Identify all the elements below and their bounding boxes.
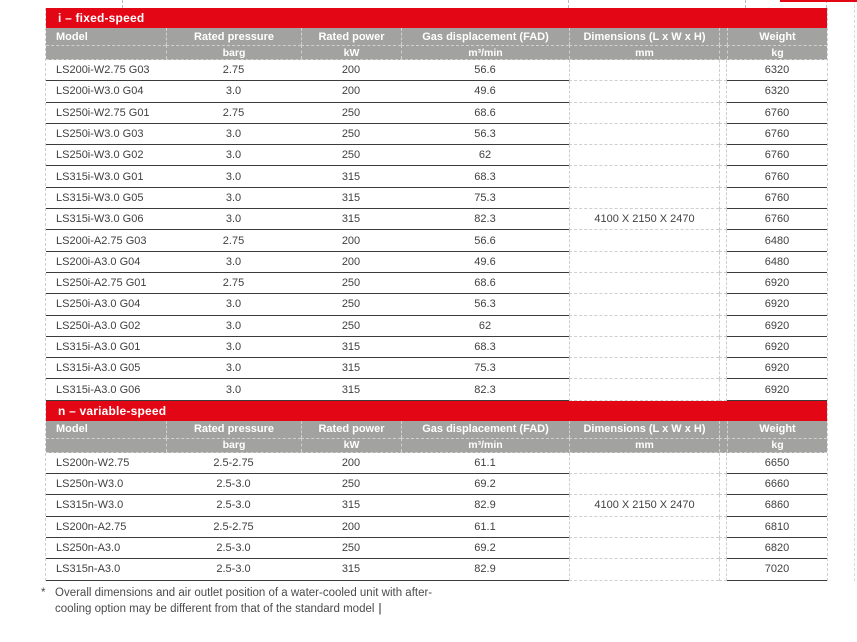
cell-dims <box>569 559 719 580</box>
cell-pressure: 3.0 <box>166 294 301 315</box>
cell-weight: 6760 <box>727 145 827 166</box>
cell-model: LS315i-A3.0 G01 <box>46 337 166 358</box>
cell-weight: 6660 <box>727 474 827 495</box>
cell-fad: 62 <box>401 145 569 166</box>
cell-fad: 82.9 <box>401 495 569 516</box>
cell-weight: 6810 <box>727 517 827 538</box>
col-unit-weight: kg <box>727 438 827 452</box>
column-header-fixed <box>46 28 827 60</box>
cell-power: 200 <box>301 453 401 474</box>
col-header-weight: Weight <box>727 421 827 438</box>
cell-model: LS315n-A3.0 <box>46 559 166 580</box>
cell-gap <box>719 209 727 230</box>
col-header-gap <box>719 28 727 45</box>
cell-pressure: 3.0 <box>166 209 301 230</box>
cell-fad: 56.3 <box>401 124 569 145</box>
cell-power: 200 <box>301 252 401 273</box>
cell-weight: 6760 <box>727 209 827 230</box>
cell-model: LS315i-A3.0 G06 <box>46 379 166 400</box>
cell-pressure: 3.0 <box>166 316 301 337</box>
top-guide <box>568 0 569 8</box>
cell-dims <box>569 188 719 209</box>
cell-model: LS250n-A3.0 <box>46 538 166 559</box>
cell-model: LS315n-W3.0 <box>46 495 166 516</box>
cell-dims <box>569 316 719 337</box>
cell-dims <box>569 124 719 145</box>
cell-gap <box>719 145 727 166</box>
cell-gap <box>719 495 727 516</box>
cell-pressure: 3.0 <box>166 124 301 145</box>
cell-gap <box>719 124 727 145</box>
cell-dims: 4100 X 2150 X 2470 <box>569 495 719 516</box>
col-unit-dims: mm <box>569 45 719 59</box>
cell-power: 315 <box>301 495 401 516</box>
cell-fad: 61.1 <box>401 453 569 474</box>
cell-gap <box>719 538 727 559</box>
cell-gap <box>719 379 727 400</box>
footnote-text <box>55 586 432 617</box>
cell-power: 250 <box>301 474 401 495</box>
cell-weight: 6860 <box>727 495 827 516</box>
col-header-gap <box>719 421 727 438</box>
cell-gap <box>719 60 727 81</box>
cell-gap <box>719 294 727 315</box>
top-guide <box>122 0 123 8</box>
cell-weight: 6920 <box>727 337 827 358</box>
cell-gap <box>719 230 727 251</box>
text-cursor: | <box>378 602 382 615</box>
col-header-power: Rated power <box>301 28 401 45</box>
cell-model: LS200i-A2.75 G03 <box>46 230 166 251</box>
cell-pressure: 2.5-3.0 <box>166 495 301 516</box>
cell-dims <box>569 166 719 187</box>
cell-dims <box>569 453 719 474</box>
cell-model: LS250i-W3.0 G03 <box>46 124 166 145</box>
cell-power: 250 <box>301 124 401 145</box>
cell-fad: 56.6 <box>401 230 569 251</box>
footnote-line-2: cooling option may be different from that of the standard model <box>55 602 375 615</box>
cell-power: 315 <box>301 209 401 230</box>
cell-pressure: 2.75 <box>166 273 301 294</box>
cell-fad: 82.9 <box>401 559 569 580</box>
cell-model: LS250i-W2.75 G01 <box>46 103 166 124</box>
col-unit-fad: m³/min <box>401 438 569 452</box>
cell-pressure: 3.0 <box>166 379 301 400</box>
col-header-weight: Weight <box>727 28 827 45</box>
cell-gap <box>719 559 727 580</box>
cell-weight: 6920 <box>727 316 827 337</box>
column-header-variable <box>46 421 827 453</box>
cell-model: LS250i-A3.0 G02 <box>46 316 166 337</box>
cell-dims <box>569 358 719 379</box>
cell-fad: 75.3 <box>401 188 569 209</box>
cell-dims <box>569 145 719 166</box>
cell-gap <box>719 252 727 273</box>
col-header-dims: Dimensions (L x W x H) <box>569 28 719 45</box>
col-unit-power: kW <box>301 438 401 452</box>
cell-gap <box>719 166 727 187</box>
cell-weight: 6480 <box>727 230 827 251</box>
footnote-marker: * <box>41 587 46 599</box>
cell-dims <box>569 273 719 294</box>
cell-power: 250 <box>301 273 401 294</box>
col-unit-model <box>46 45 166 59</box>
top-guide <box>745 0 746 8</box>
cell-power: 315 <box>301 358 401 379</box>
cell-dims <box>569 538 719 559</box>
col-header-power: Rated power <box>301 421 401 438</box>
cell-pressure: 2.75 <box>166 230 301 251</box>
cell-model: LS315i-A3.0 G05 <box>46 358 166 379</box>
cell-fad: 61.1 <box>401 517 569 538</box>
cell-power: 200 <box>301 230 401 251</box>
cell-gap <box>719 81 727 102</box>
cell-model: LS250n-W3.0 <box>46 474 166 495</box>
cell-pressure: 3.0 <box>166 252 301 273</box>
cell-weight: 6760 <box>727 124 827 145</box>
cell-pressure: 3.0 <box>166 188 301 209</box>
cell-dims <box>569 103 719 124</box>
cell-model: LS200n-W2.75 <box>46 453 166 474</box>
cell-weight: 6820 <box>727 538 827 559</box>
section-header-fixed: i – fixed-speed <box>46 8 827 28</box>
cell-power: 250 <box>301 145 401 166</box>
cell-fad: 56.6 <box>401 60 569 81</box>
cell-pressure: 3.0 <box>166 166 301 187</box>
cell-model: LS315i-W3.0 G05 <box>46 188 166 209</box>
cell-power: 250 <box>301 294 401 315</box>
cell-fad: 68.6 <box>401 273 569 294</box>
cell-fad: 68.3 <box>401 166 569 187</box>
cell-dims <box>569 517 719 538</box>
cell-pressure: 2.75 <box>166 60 301 81</box>
red-edge-strip <box>780 0 857 2</box>
cell-dims <box>569 379 719 400</box>
cell-gap <box>719 316 727 337</box>
cell-gap <box>719 474 727 495</box>
cell-dims <box>569 60 719 81</box>
cell-weight: 6760 <box>727 188 827 209</box>
cell-model: LS200i-A3.0 G04 <box>46 252 166 273</box>
cell-model: LS250i-A2.75 G01 <box>46 273 166 294</box>
col-header-pressure: Rated pressure <box>166 421 301 438</box>
cell-power: 315 <box>301 188 401 209</box>
cell-fad: 69.2 <box>401 538 569 559</box>
cell-fad: 49.6 <box>401 81 569 102</box>
cell-pressure: 2.5-3.0 <box>166 538 301 559</box>
cell-dims: 4100 X 2150 X 2470 <box>569 209 719 230</box>
cell-dims <box>569 294 719 315</box>
cell-dims <box>569 474 719 495</box>
cell-pressure: 3.0 <box>166 145 301 166</box>
footnote[interactable] <box>41 586 432 617</box>
cell-power: 315 <box>301 166 401 187</box>
cell-gap <box>719 273 727 294</box>
cell-weight: 6760 <box>727 166 827 187</box>
cell-gap <box>719 188 727 209</box>
cell-pressure: 3.0 <box>166 81 301 102</box>
col-unit-gap <box>719 45 727 59</box>
cell-fad: 49.6 <box>401 252 569 273</box>
col-unit-power: kW <box>301 45 401 59</box>
col-unit-pressure: barg <box>166 45 301 59</box>
cell-fad: 82.3 <box>401 209 569 230</box>
col-unit-dims: mm <box>569 438 719 452</box>
cell-weight: 6480 <box>727 252 827 273</box>
section-body-variable <box>46 453 827 581</box>
cell-fad: 82.3 <box>401 379 569 400</box>
spec-table <box>45 8 828 581</box>
col-unit-fad: m³/min <box>401 45 569 59</box>
cell-gap <box>719 337 727 358</box>
cell-model: LS315i-W3.0 G06 <box>46 209 166 230</box>
cell-power: 250 <box>301 316 401 337</box>
cell-pressure: 3.0 <box>166 337 301 358</box>
cell-pressure: 3.0 <box>166 358 301 379</box>
cell-power: 200 <box>301 60 401 81</box>
cell-power: 250 <box>301 103 401 124</box>
cell-power: 250 <box>301 538 401 559</box>
col-unit-model <box>46 438 166 452</box>
cell-gap <box>719 517 727 538</box>
cell-model: LS200i-W3.0 G04 <box>46 81 166 102</box>
cell-weight: 6920 <box>727 273 827 294</box>
footnote-line-1: Overall dimensions and air outlet position of a water-cooled unit with after- <box>55 587 433 599</box>
col-header-model: Model <box>56 423 88 436</box>
cell-weight: 6920 <box>727 294 827 315</box>
cell-fad: 56.3 <box>401 294 569 315</box>
cell-fad: 68.3 <box>401 337 569 358</box>
cell-model: LS200i-W2.75 G03 <box>46 60 166 81</box>
right-edge-guide <box>854 0 855 581</box>
cell-model: LS315i-W3.0 G01 <box>46 166 166 187</box>
col-header-pressure: Rated pressure <box>166 28 301 45</box>
cell-weight: 6320 <box>727 60 827 81</box>
cell-weight: 6650 <box>727 453 827 474</box>
cell-dims <box>569 81 719 102</box>
col-header-fad: Gas displacement (FAD) <box>401 28 569 45</box>
cell-pressure: 2.75 <box>166 103 301 124</box>
col-unit-gap <box>719 438 727 452</box>
cell-dims <box>569 337 719 358</box>
col-unit-pressure: barg <box>166 438 301 452</box>
cell-power: 315 <box>301 559 401 580</box>
cell-power: 315 <box>301 337 401 358</box>
cell-pressure: 2.5-2.75 <box>166 517 301 538</box>
cell-pressure: 2.5-2.75 <box>166 453 301 474</box>
cell-model: LS250i-W3.0 G02 <box>46 145 166 166</box>
cell-fad: 68.6 <box>401 103 569 124</box>
cell-dims <box>569 252 719 273</box>
cell-power: 200 <box>301 81 401 102</box>
cell-weight: 6920 <box>727 358 827 379</box>
col-header-model: Model <box>56 30 88 43</box>
cell-fad: 75.3 <box>401 358 569 379</box>
cell-gap <box>719 453 727 474</box>
cell-pressure: 2.5-3.0 <box>166 474 301 495</box>
section-header-variable: n – variable-speed <box>46 401 827 421</box>
cell-weight: 6760 <box>727 103 827 124</box>
col-unit-weight: kg <box>727 45 827 59</box>
cell-fad: 62 <box>401 316 569 337</box>
section-body-fixed <box>46 60 827 401</box>
col-header-fad: Gas displacement (FAD) <box>401 421 569 438</box>
cell-power: 315 <box>301 379 401 400</box>
cell-gap <box>719 103 727 124</box>
cell-weight: 7020 <box>727 559 827 580</box>
cell-dims <box>569 230 719 251</box>
cell-fad: 69.2 <box>401 474 569 495</box>
cell-model: LS200n-A2.75 <box>46 517 166 538</box>
col-header-dims: Dimensions (L x W x H) <box>569 421 719 438</box>
cell-gap <box>719 358 727 379</box>
cell-model: LS250i-A3.0 G04 <box>46 294 166 315</box>
cell-pressure: 2.5-3.0 <box>166 559 301 580</box>
cell-weight: 6320 <box>727 81 827 102</box>
cell-weight: 6920 <box>727 379 827 400</box>
cell-power: 200 <box>301 517 401 538</box>
